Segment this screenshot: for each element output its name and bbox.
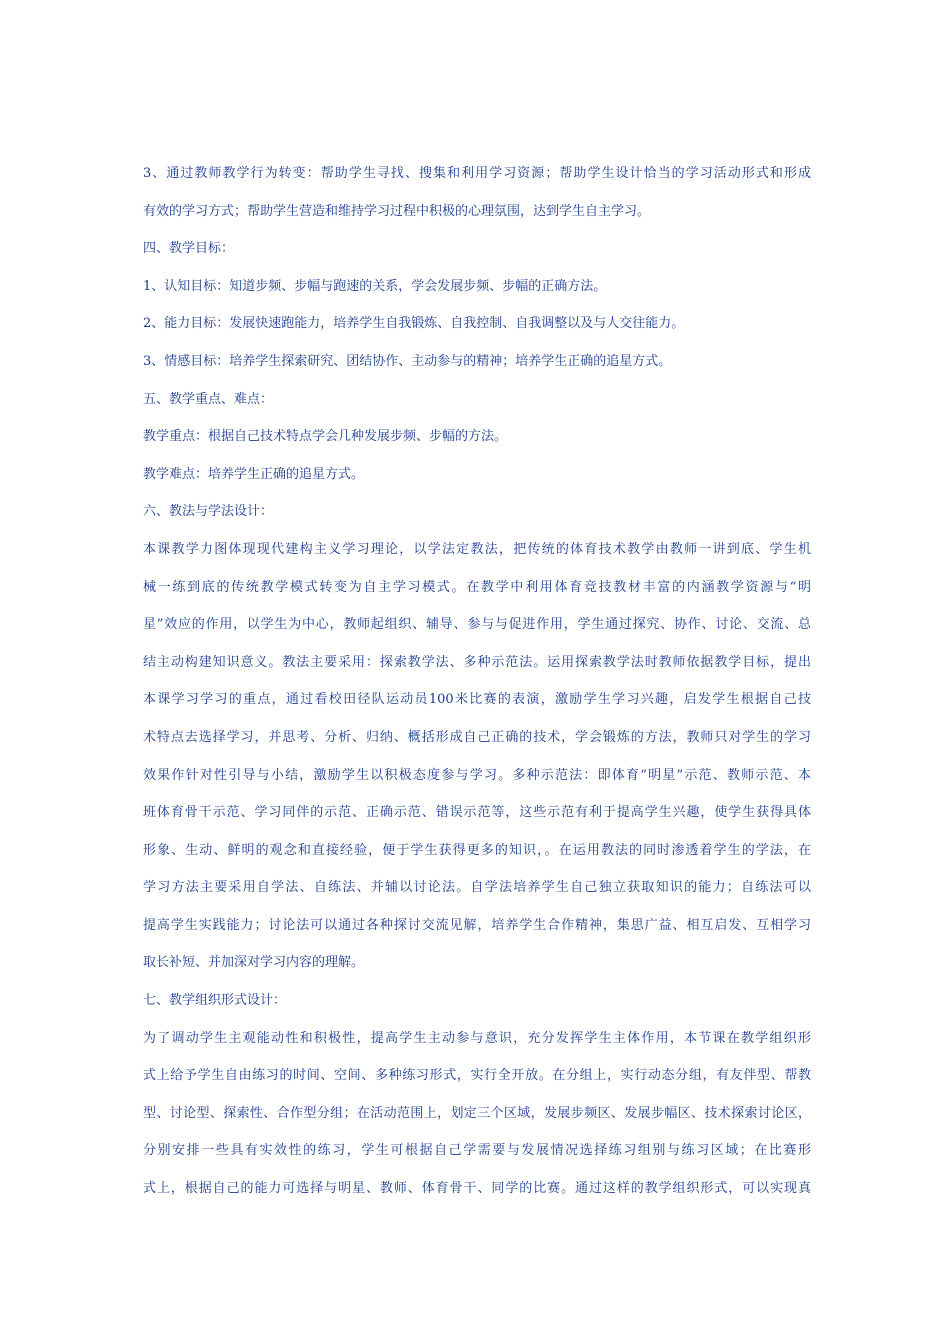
text-line: 六、教法与学法设计： (143, 504, 274, 520)
text-line: 式上，根据自己的能力可选择与明星、教师、体育骨干、同学的比赛。通过这样的教学组织形式，可以实现真 (143, 1181, 811, 1197)
text-line: 型、讨论型、探索性、合作型分组；在活动范围上，划定三个区域，发展步频区、发展步幅区、技术探索讨论区， (143, 1105, 811, 1121)
text-line: 提高学生实践能力；讨论法可以通过各种探讨交流见解，培养学生合作精神，集思广益、相互启发、互相学习 (143, 917, 811, 933)
text-line: 3、情感目标：培养学生探索研究、团结协作、主动参与的精神；培养学生正确的追星方式。 (143, 353, 672, 369)
text-line: 四、教学目标： (143, 241, 235, 257)
text-line: 1、认知目标：知道步频、步幅与跑速的关系，学会发展步频、步幅的正确方法。 (143, 278, 607, 294)
text-line: 取长补短、并加深对学习内容的理解。 (143, 955, 365, 971)
text-line: 式上给予学生自由练习的时间、空间、多种练习形式，实行全开放。在分组上，实行动态分组，有友伴型、帮教 (143, 1068, 811, 1084)
text-line: 效果作针对性引导与小结，激励学生以积极态度参与学习。多种示范法：即体育“明星”示范、教师示范、本 (143, 767, 811, 783)
text-line: 有效的学习方式；帮助学生营造和维持学习过程中积极的心理氛围，达到学生自主学习。 (143, 203, 651, 219)
text-line: 班体育骨干示范、学习同伴的示范、正确示范、错误示范等，这些示范有利于提高学生兴趣，使学生获得具体 (143, 805, 811, 821)
text-line: 教学难点：培养学生正确的追星方式。 (143, 466, 365, 482)
text-line: 3、通过教师教学行为转变：帮助学生寻找、搜集和利用学习资源；帮助学生设计恰当的学习活动形式和形成 (143, 166, 811, 181)
text-line: 为了调动学生主观能动性和积极性，提高学生主动参与意识，充分发挥学生主体作用，本节课在教学组织形 (143, 1030, 811, 1046)
text-line: 七、教学组织形式设计： (143, 993, 287, 1009)
text-line: 五、教学重点、难点： (143, 391, 274, 407)
text-line: 形象、生动、鲜明的观念和直接经验，便于学生获得更多的知识，。在运用教法的同时渗透着学生的学法，在 (143, 842, 811, 858)
text-line: 学习方法主要采用自学法、自练法、并辅以讨论法。自学法培养学生自己独立获取知识的能力；自练法可以 (143, 880, 811, 896)
text-line: 结主动构建知识意义。教法主要采用：探索教学法、多种示范法。运用探索教学法时教师依据教学目标，提出 (143, 654, 811, 670)
text-line: 本课教学力图体现现代建构主义学习理论，以学法定教法，把传统的体育技术教学由教师一讲到底、学生机 (143, 541, 811, 557)
text-line: 本课学习学习的重点，通过看校田径队运动员100米比赛的表演，激励学生学习兴趣，启发学生根据自己技 (143, 692, 811, 708)
text-line: 2、能力目标：发展快速跑能力，培养学生自我锻炼、自我控制、自我调整以及与人交往能力。 (143, 316, 685, 332)
text-line: 教学重点：根据自己技术特点学会几种发展步频、步幅的方法。 (143, 429, 508, 445)
text-line: 分别安排一些具有实效性的练习，学生可根据自己学需要与发展情况选择练习组别与练习区域；在比赛形 (143, 1143, 811, 1159)
text-line: 术特点去选择学习，并思考、分析、归纳、概括形成自己正确的技术，学会锻炼的方法，教师只对学生的学习 (143, 729, 811, 745)
document-body (143, 160, 811, 1213)
text-line: 星”效应的作用，以学生为中心，教师起组织、辅导、参与与促进作用，学生通过探究、协作、讨论、交流、总 (143, 617, 811, 633)
text-line: 械一练到底的传统教学模式转变为自主学习模式。在教学中利用体育竞技教材丰富的内涵教学资源与“明 (143, 579, 811, 595)
